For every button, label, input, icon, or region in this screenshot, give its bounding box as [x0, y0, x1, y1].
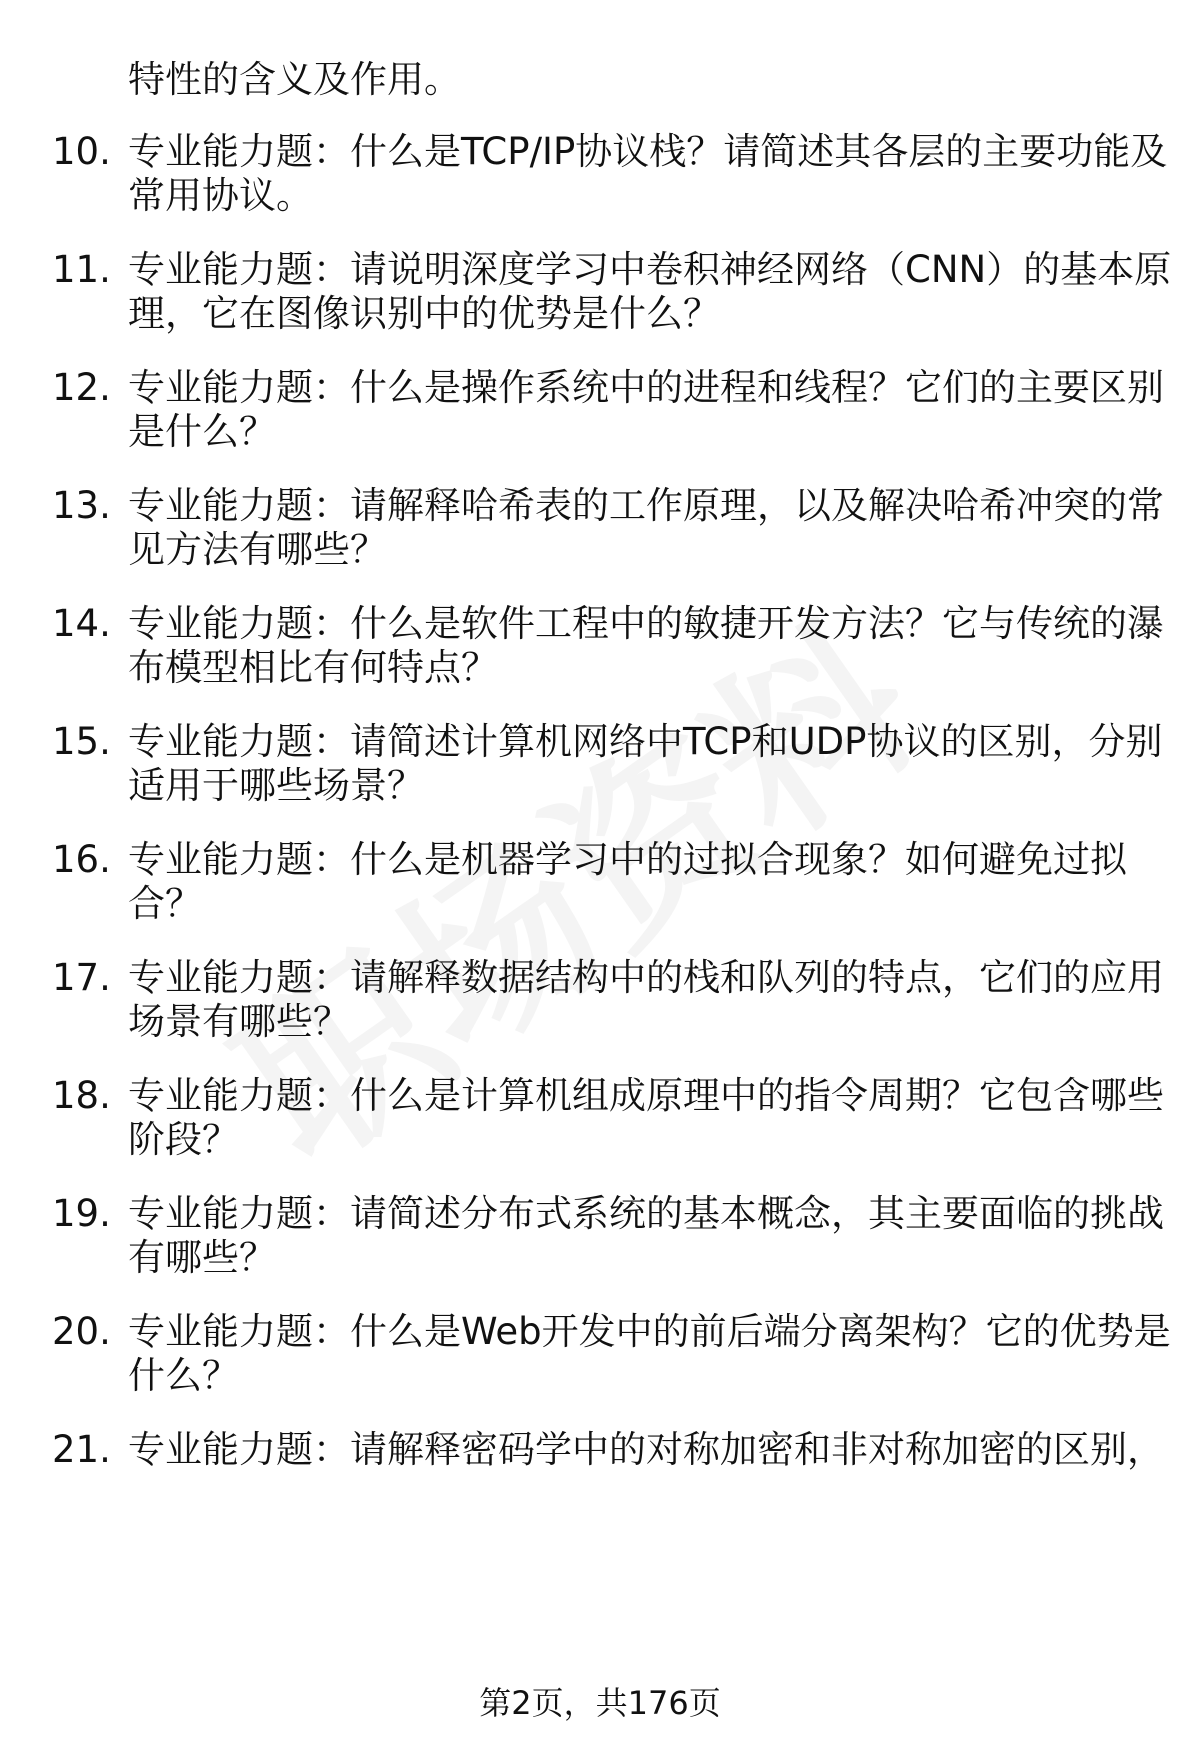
question-text-line2: 合？: [128, 882, 202, 925]
question-text-line2: 阶段？: [128, 1118, 239, 1161]
question-number: 17.: [52, 956, 111, 999]
question-text-line2: 理，它在图像识别中的优势是什么？: [128, 292, 720, 335]
question-text-line1: 专业能力题：什么是TCP/IP协议栈？请简述其各层的主要功能及: [128, 130, 1168, 173]
question-text-line1: 专业能力题：请简述分布式系统的基本概念，其主要面临的挑战: [128, 1192, 1164, 1235]
question-text-line1: 专业能力题：请简述计算机网络中TCP和UDP协议的区别，分别: [128, 720, 1163, 763]
question-text-line2: 有哪些？: [128, 1236, 276, 1279]
question-text-line2: 布模型相比有何特点？: [128, 646, 498, 689]
question-text-line2: 见方法有哪些？: [128, 528, 387, 571]
question-text-line1: 专业能力题：请解释数据结构中的栈和队列的特点，它们的应用: [128, 956, 1164, 999]
question-text-line1: 专业能力题：请说明深度学习中卷积神经网络（CNN）的基本原: [128, 248, 1172, 291]
question-text-line2: 适用于哪些场景？: [128, 764, 424, 807]
question-number: 16.: [52, 838, 111, 881]
question-number: 14.: [52, 602, 111, 645]
question-text-line1: 专业能力题：请解释密码学中的对称加密和非对称加密的区别，: [128, 1428, 1164, 1471]
question-text-line2: 场景有哪些？: [128, 1000, 350, 1043]
continuation-line: 特性的含义及作用。: [128, 58, 461, 101]
question-number: 20.: [52, 1310, 111, 1353]
question-text-line2: 是什么？: [128, 410, 276, 453]
question-text-line2: 什么？: [128, 1354, 239, 1397]
question-text-line1: 专业能力题：请解释哈希表的工作原理，以及解决哈希冲突的常: [128, 484, 1164, 527]
question-number: 19.: [52, 1192, 111, 1235]
question-text-line1: 专业能力题：什么是机器学习中的过拟合现象？如何避免过拟: [128, 838, 1127, 881]
question-text-line1: 专业能力题：什么是计算机组成原理中的指令周期？它包含哪些: [128, 1074, 1164, 1117]
question-number: 21.: [52, 1428, 111, 1471]
question-text-line1: 专业能力题：什么是软件工程中的敏捷开发方法？它与传统的瀑: [128, 602, 1164, 645]
page-footer: 第2页，共176页: [479, 1684, 721, 1722]
question-text-line1: 专业能力题：什么是操作系统中的进程和线程？它们的主要区别: [128, 366, 1164, 409]
question-number: 11.: [52, 248, 111, 291]
question-number: 10.: [52, 130, 111, 173]
question-number: 15.: [52, 720, 111, 763]
question-number: 13.: [52, 484, 111, 527]
question-text-line2: 常用协议。: [128, 174, 313, 217]
question-number: 12.: [52, 366, 111, 409]
question-text-line1: 专业能力题：什么是Web开发中的前后端分离架构？它的优势是: [128, 1310, 1171, 1353]
question-number: 18.: [52, 1074, 111, 1117]
